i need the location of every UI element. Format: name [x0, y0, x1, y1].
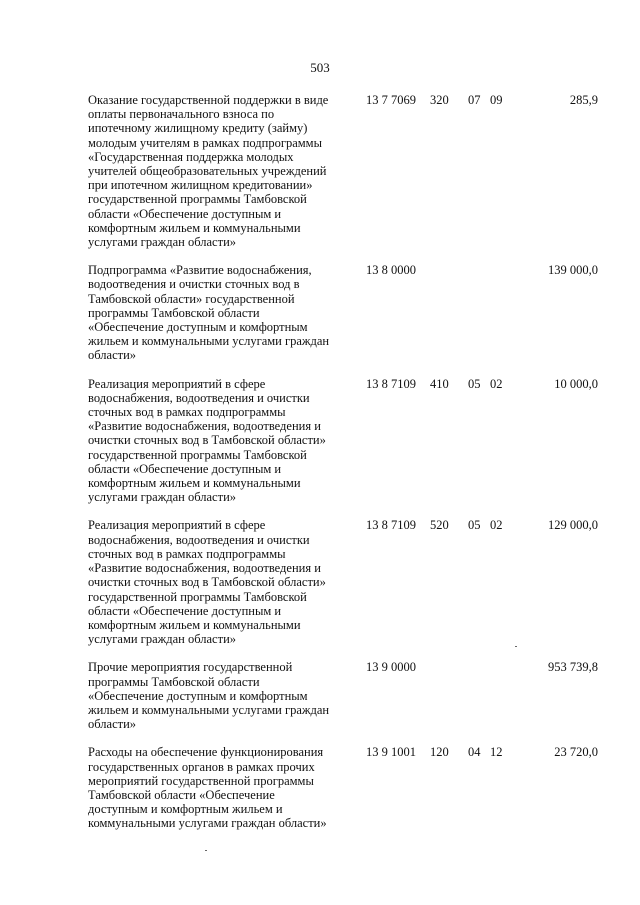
amount: 285,9	[569, 93, 598, 107]
section-code: 05	[468, 518, 481, 533]
row-description: Реализация мероприятий в сфере водоснабжения, водоотведения и очистки сточных вод в рамках подпрограммы «Развитие водоснабжения, водоотведения и очистки сточных вод в Тамбовской области» государственной программы Тамбовской области «Обеспечение доступным и комфортным жильем и коммунальными услугами граждан области»	[88, 518, 326, 647]
table-row	[0, 518, 640, 646]
row-description: Реализация мероприятий в сфере водоснабжения, водоотведения и очистки сточных вод в рамках подпрограммы «Развитие водоснабжения, водоотведения и очистки сточных вод в Тамбовской области» государственной программы Тамбовской области «Обеспечение доступным и комфортным жильем и коммунальными услугами граждан области»	[88, 376, 326, 505]
target-article-code: 13 9 1001	[366, 745, 416, 760]
section-code: 07	[468, 93, 481, 107]
scan-artifact	[205, 850, 207, 851]
table-row	[0, 93, 640, 249]
row-description: Расходы на обеспечение функционирования государственных органов в рамках прочих мероприятий государственной программы Тамбовской области «Обеспечение доступным и комфортным жильем и коммунальными услугами граждан области»	[88, 745, 327, 831]
target-article-code: 13 7 7069	[366, 93, 416, 107]
amount: 129 000,0	[548, 518, 598, 533]
budget-table	[0, 93, 640, 831]
section-code: 04	[468, 745, 481, 760]
expense-type-code: 320	[430, 93, 449, 107]
table-row	[0, 263, 640, 362]
page-number: 503	[310, 60, 330, 75]
subsection-code: 02	[490, 376, 503, 391]
amount: 23 720,0	[554, 745, 598, 760]
row-description: Оказание государственной поддержки в виде оплаты первоначального взноса по ипотечному жилищному кредиту (займу) молодым учителям в рамках подпрограммы «Государственная поддержка молодых учителей общеобразовательных учреждений при ипотечном жилищном кредитовании» государственной программы Тамбовской области «Обеспечение доступным и комфортным жильем и коммунальными услугами граждан области»	[88, 93, 329, 250]
amount: 953 739,8	[548, 660, 598, 675]
section-code: 05	[468, 376, 481, 391]
target-article-code: 13 8 0000	[366, 263, 416, 278]
table-row	[0, 745, 640, 830]
expense-type-code: 410	[430, 376, 449, 391]
target-article-code: 13 8 7109	[366, 518, 416, 533]
amount: 139 000,0	[548, 263, 598, 278]
target-article-code: 13 8 7109	[366, 376, 416, 391]
row-description: Прочие мероприятия государственной программы Тамбовской области «Обеспечение доступным и комфортным жильем и коммунальными услугами граждан области»	[88, 660, 330, 732]
subsection-code: 12	[490, 745, 503, 760]
amount: 10 000,0	[554, 376, 598, 391]
scan-artifact	[515, 646, 517, 647]
expense-type-code: 120	[430, 745, 449, 760]
target-article-code: 13 9 0000	[366, 660, 416, 675]
subsection-code: 02	[490, 518, 503, 533]
table-row	[0, 377, 640, 505]
table-row	[0, 660, 640, 731]
subsection-code: 09	[490, 93, 503, 107]
row-description: Подпрограмма «Развитие водоснабжения, водоотведения и очистки сточных вод в Тамбовской области» государственной программы Тамбовской области «Обеспечение доступным и комфортным жильем и коммунальными услугами граждан области»	[88, 263, 330, 363]
expense-type-code: 520	[430, 518, 449, 533]
